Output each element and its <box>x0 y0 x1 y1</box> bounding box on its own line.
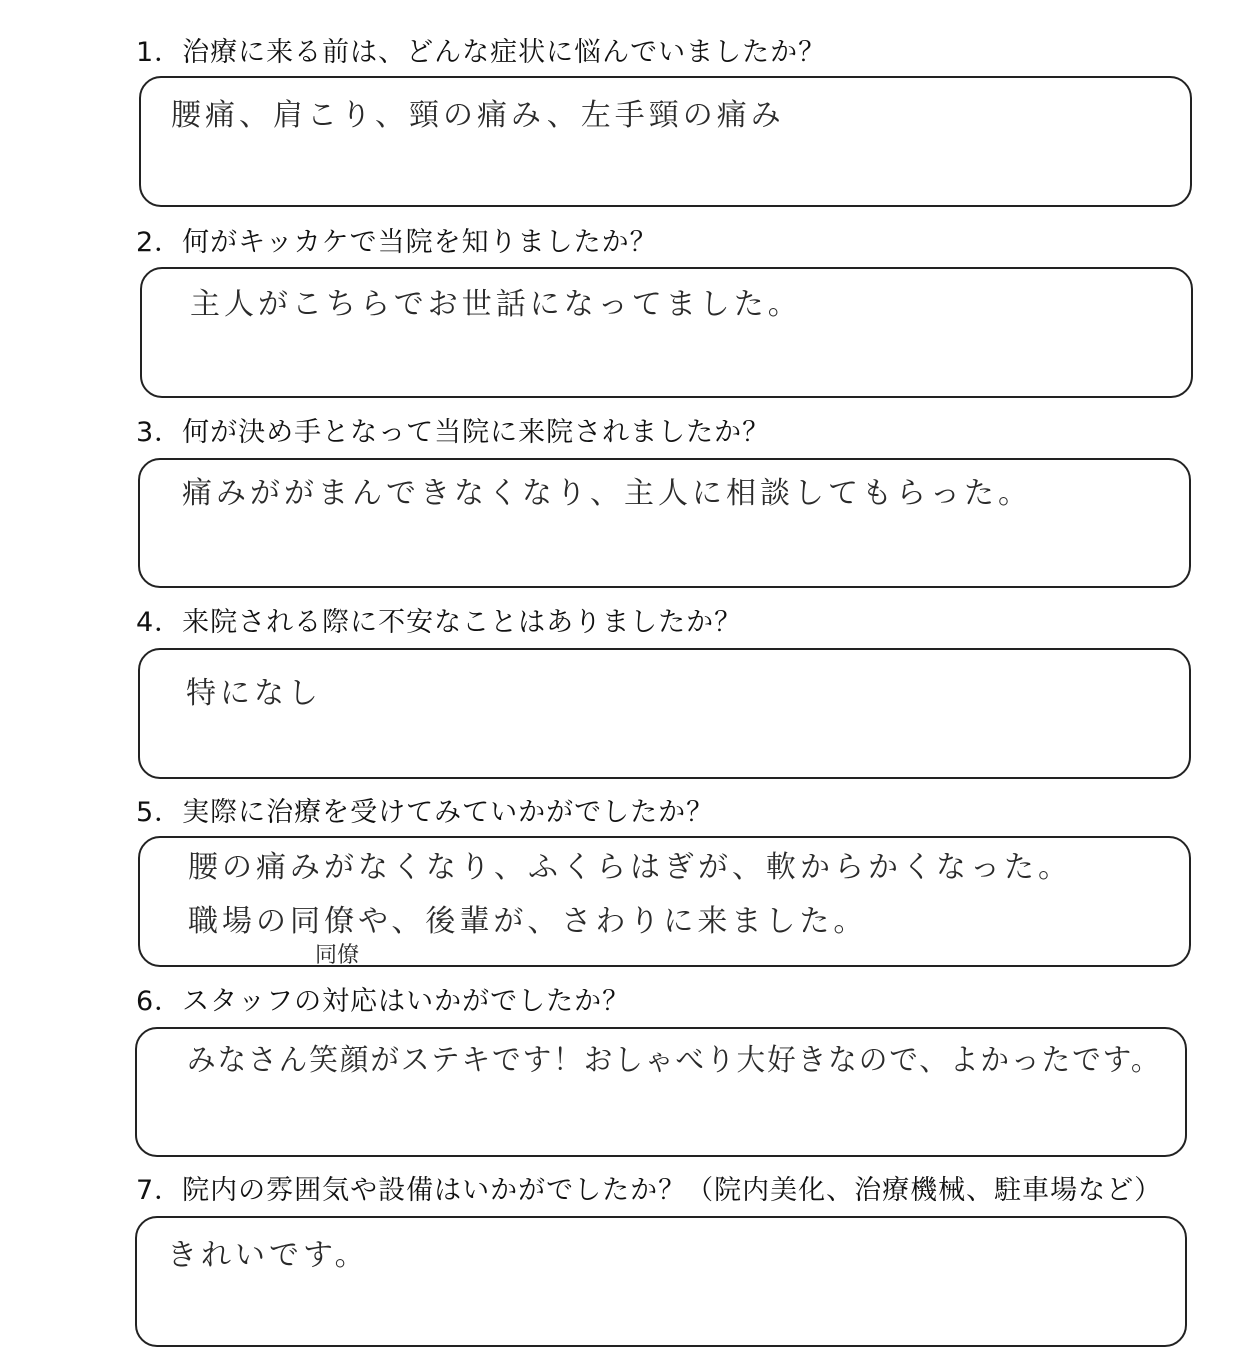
answer-5-line-1: 腰の痛みがなくなり、ふくらはぎが、軟からかくなった。 <box>188 850 1072 885</box>
answer-7-box <box>135 1216 1187 1347</box>
question-7-label: 7．院内の雰囲気や設備はいかがでしたか？（院内美化、治療機械、駐車場など） <box>136 1175 1163 1206</box>
answer-5-box <box>138 836 1191 967</box>
answer-1-box <box>139 76 1192 207</box>
answer-4-box <box>138 648 1191 779</box>
answer-4-line-1: 特になし <box>186 676 322 711</box>
answer-7-line-1: きれいです。 <box>167 1238 369 1273</box>
answer-6-line-1: みなさん笑顔がステキです！おしゃべり大好きなので、よかったです。 <box>187 1043 1162 1078</box>
answer-5-line-2: 職場の同僚や、後輩が、さわりに来ました。 <box>188 904 868 939</box>
answer-2-box <box>140 267 1193 398</box>
question-2-label: 2．何がキッカケで当院を知りましたか？ <box>136 227 658 258</box>
question-6-label: 6．スタッフの対応はいかがでしたか？ <box>136 986 631 1017</box>
answer-5-correction-note: 同僚 <box>315 943 360 968</box>
answer-6-box <box>135 1027 1187 1157</box>
answer-2-line-1: 主人がこちらでお世話になってました。 <box>190 287 802 322</box>
question-5-label: 5．実際に治療を受けてみていかがでしたか？ <box>136 797 715 828</box>
question-3-label: 3．何が決め手となって当院に来院されましたか？ <box>136 417 771 448</box>
question-1-label: 1．治療に来る前は、どんな症状に悩んでいましたか？ <box>136 37 827 68</box>
answer-1-line-1: 腰痛、肩こり、頸の痛み、左手頸の痛み <box>171 98 785 133</box>
answer-3-line-1: 痛みががまんできなくなり、主人に相談してもらった。 <box>182 476 1032 511</box>
answer-3-box <box>138 458 1191 588</box>
question-4-label: 4．来院される際に不安なことはありましたか？ <box>136 607 743 638</box>
